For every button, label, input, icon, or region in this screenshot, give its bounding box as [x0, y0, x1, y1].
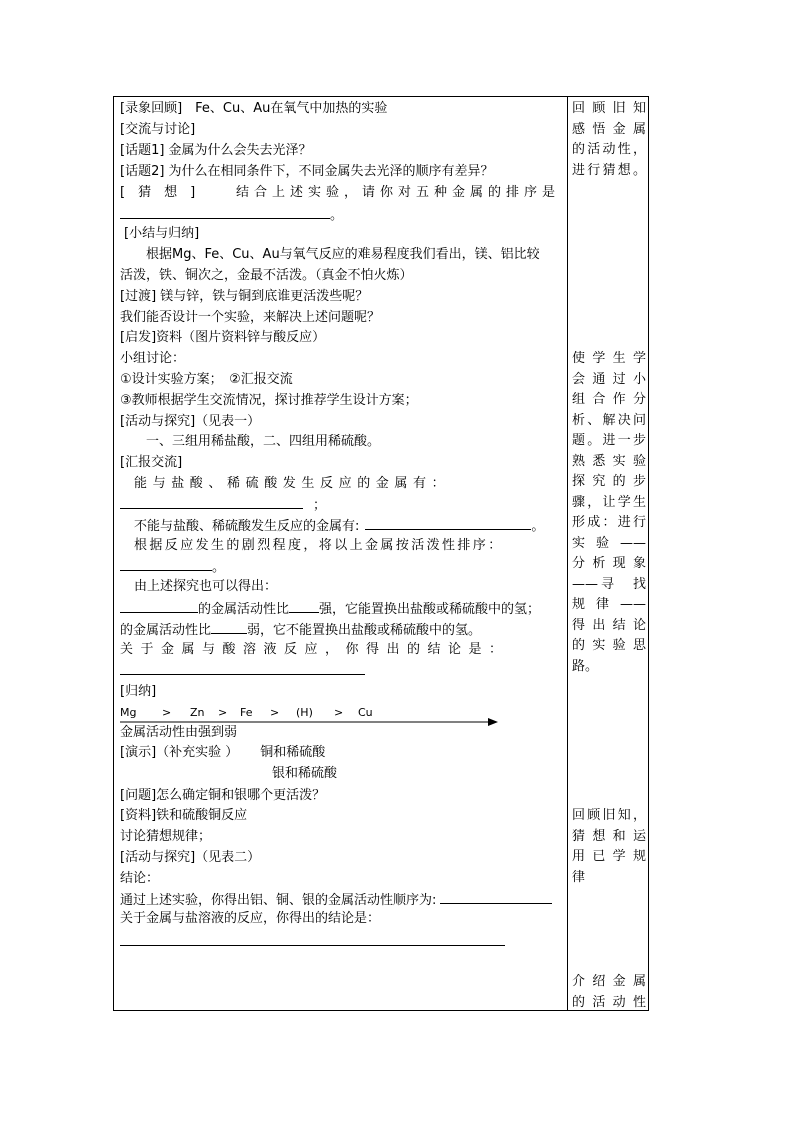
side-note-4-line: 介绍金属: [572, 974, 646, 989]
answer-blank[interactable]: [365, 515, 531, 530]
topic2: [话题2] 为什么在相同条件下，不同金属失去光泽的顺序有差异？: [120, 164, 494, 179]
no-react-text: 不能与盐酸、稀硫酸发生反应的金属有:: [134, 519, 360, 534]
side-note-1-line: 回顾旧知: [572, 101, 646, 116]
series-h: (H): [296, 706, 313, 719]
side-note-2-line: 会通过小: [572, 371, 646, 387]
summary-p1: 根据Mg、Fe、Cu、Au与氧气反应的难易程度我们看出，镁、铝比较: [146, 247, 540, 262]
react-metals: 能与盐酸、稀硫酸发生反应的金属有：: [134, 476, 451, 491]
order-al-text: 通过上述实验，你得出铝、铜、银的金属活动性顺序为:: [120, 893, 437, 908]
activity1: [活动与探究]（见表一）: [120, 414, 261, 429]
side-note-2-line: ——寻 找: [572, 576, 646, 592]
conclusion-label: 结论：: [120, 871, 160, 886]
side-note-4-line: 的活动性: [572, 994, 646, 1010]
group-discussion: 小组讨论：: [120, 351, 186, 366]
side-note-2-line: 熟悉实验: [572, 453, 646, 469]
side-note-2-line: 分析现象: [572, 556, 646, 571]
series-fe: Fe: [240, 706, 253, 719]
side-note-3-line: 律: [572, 869, 586, 885]
side-note-2-line: 析、解决问: [572, 412, 646, 428]
induce-heading: [归纳]: [120, 684, 157, 699]
semicolon: ；: [313, 498, 327, 513]
series-mg: Mg: [120, 706, 137, 719]
period: 。: [330, 208, 344, 223]
demo-copper: 铜和稀硫酸: [260, 745, 326, 760]
demo-silver: 银和稀硫酸: [272, 766, 338, 781]
guess-text: 结合上述实验，请你对五种金属的排序是: [235, 185, 560, 200]
series-zn: Zn: [190, 706, 205, 719]
transition: [过渡] 镁与锌，铁与铜到底谁更活泼些呢？: [120, 289, 369, 304]
about-acid: 关于金属与酸溶液反应，你得出的结论是：: [120, 642, 510, 657]
steps-1-2: ①设计实验方案； ②汇报交流: [120, 372, 293, 387]
side-note-1-line: 感悟金属: [572, 121, 646, 137]
side-note-2-line: 骤，让学生: [572, 494, 646, 510]
side-note-2-line: 探究的步: [572, 474, 646, 489]
series-gt: >: [334, 706, 344, 719]
salt: 关于金属与盐溶液的反应，你得出的结论是：: [120, 911, 381, 926]
video-review: [录象回顾] Fe、Cu、Au在氧气中加热的实验: [120, 101, 388, 116]
no-react-line: [134, 515, 544, 537]
answer-blank[interactable]: [120, 660, 365, 675]
side-note-2-line: 的实验思: [572, 638, 646, 653]
period: 。: [212, 560, 226, 575]
groups-acid: 一、三组用稀盐酸，二、四组用稀硫酸。: [146, 434, 381, 449]
c2a: 的金属活动性比: [120, 623, 212, 638]
conclude-line-2: [120, 619, 481, 641]
conclude-line-1: [120, 598, 540, 620]
strong-weak: 金属活动性由强到弱: [120, 725, 238, 740]
order-by: 根据反应发生的剧烈程度，将以上金属按活泼性排序：: [134, 538, 504, 553]
c1b: 强，它能置换出盐酸或稀硫酸中的氢；: [319, 602, 541, 617]
salt-blank-line: [120, 931, 505, 953]
side-note-2-line: 使学生学: [572, 351, 646, 366]
side-note-3-line: 猜想和运: [572, 828, 646, 844]
discuss: 讨论猜想规律；: [120, 829, 212, 844]
guess-line: [120, 183, 560, 203]
answer-blank[interactable]: [120, 931, 505, 946]
side-note-2-line: 组合作分: [572, 392, 646, 407]
c1a: 的金属活动性比: [198, 602, 290, 617]
conclude-intro: 由上述探究也可以得出：: [134, 579, 278, 594]
react-blank-line: [120, 494, 326, 516]
answer-blank[interactable]: [289, 598, 319, 613]
answer-blank[interactable]: [120, 556, 212, 571]
column-divider: [567, 97, 568, 1010]
answer-blank[interactable]: [120, 204, 330, 219]
exchange-heading: [交流与讨论]: [120, 122, 196, 137]
series-gt: >: [270, 706, 280, 719]
demo-label: [演示]（补充实验 ）: [120, 745, 239, 760]
answer-blank[interactable]: [211, 619, 247, 634]
topic1: [话题1] 金属为什么会失去光泽？: [120, 143, 312, 158]
order-blank-line: [120, 556, 225, 578]
order-al-line: [120, 889, 552, 911]
series-gt: >: [218, 706, 228, 719]
report-heading: [汇报交流]: [120, 455, 183, 470]
period: 。: [531, 519, 545, 534]
material: [资料]铁和硫酸铜反应: [120, 808, 248, 823]
inspire: [启发]资料（图片资料锌与酸反应）: [120, 330, 326, 345]
summary-p2: 活泼，铁、铜次之，金最不活泼。（真金不怕火炼）: [120, 268, 413, 283]
about-acid-blank-line: [120, 660, 365, 682]
series-cu: Cu: [358, 706, 373, 719]
side-note-3-line: 回顾旧知，: [572, 808, 646, 823]
c2b: 弱，它不能置换出盐酸或稀硫酸中的氢。: [247, 623, 482, 638]
side-note-2-line: 路。: [572, 658, 599, 674]
lesson-table: [113, 96, 649, 1011]
answer-blank[interactable]: [120, 598, 198, 613]
guess-label: [ 猜 想 ]: [120, 185, 196, 200]
summary-heading: [小结与归纳]: [124, 226, 200, 241]
guess-blank-line: [120, 204, 343, 226]
design-question: 我们能否设计一个实验，来解决上述问题呢？: [120, 310, 381, 325]
question: [问题]怎么确定铜和银哪个更活泼？: [120, 788, 326, 803]
side-note-3-line: 用已学规: [572, 849, 646, 864]
side-note-2-line: 得出结论: [572, 617, 646, 633]
demo-line: [120, 743, 325, 763]
answer-blank[interactable]: [120, 494, 303, 509]
step-3: ③教师根据学生交流情况，探讨推荐学生设计方案；: [120, 393, 418, 408]
side-note-1-line: 的活动性，: [572, 142, 646, 157]
side-note-2-line: 规律——: [572, 597, 646, 612]
side-note-2-line: 题。进一步: [572, 433, 646, 448]
answer-blank[interactable]: [440, 889, 552, 904]
activity2: [活动与探究]（见表二）: [120, 850, 261, 865]
side-note-2-line: 形成：进行: [572, 515, 646, 530]
side-note-1-line: 进行猜想。: [572, 162, 646, 178]
side-note-2-line: 实验——: [572, 535, 646, 551]
series-gt: >: [162, 706, 172, 719]
